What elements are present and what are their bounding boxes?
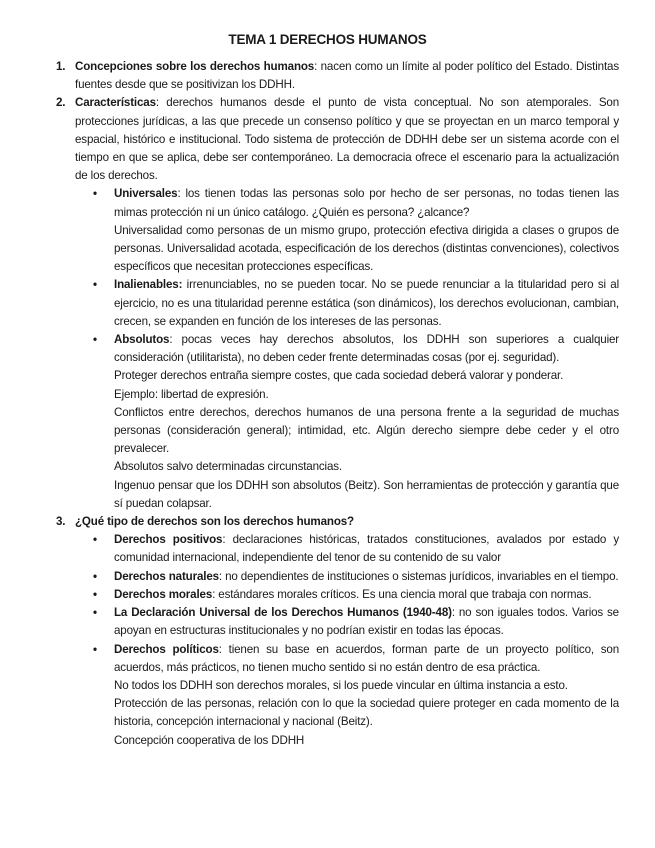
bullet-icon: • (93, 569, 97, 583)
bullet-heading: Universales (114, 187, 178, 201)
bullet-derechos-morales (56, 586, 619, 604)
bullet-text: : no son iguales todos. Varios se apoyan en estructuras institucionales y no podrían existir en todas las épocas. (114, 606, 619, 638)
bullet-icon: • (93, 333, 97, 347)
section-number: 3. (56, 515, 66, 529)
bullet-heading: Derechos morales (114, 587, 213, 601)
bullet-text: : no dependientes de instituciones o sistemas jurídicos, invariables en el tiempo. (218, 569, 619, 583)
bullet-heading: Derechos políticos (114, 642, 219, 656)
bullet-paragraph: Universalidad como personas de un mismo grupo, protección efectiva dirigida a clases o grupos de personas. Universalidad acotada, especificación de los derechos (distintas convenciones), colectivos específicos que necesitan protecciones específicas. (114, 223, 619, 274)
bullet-declaracion-universal (56, 604, 619, 640)
bullet-derechos-naturales (56, 568, 619, 586)
section-text: : nacen como un límite al poder político del Estado. Distintas fuentes desde que se positivizan los DDHH. (75, 60, 619, 92)
bullet-heading: Absolutos (114, 333, 170, 347)
bullet-text: : declaraciones históricas, tratados constituciones, avalados por estado y comunidad internacional, independiente del tenor de su contenido de su valor (114, 533, 619, 565)
document-body (56, 58, 619, 750)
bullet-paragraph: Absolutos salvo determinadas circunstancias. (114, 460, 342, 474)
bullet-paragraph: Proteger derechos entraña siempre costes, que cada sociedad deberá valorar y ponderar. (114, 369, 564, 383)
bullet-icon: • (93, 187, 97, 201)
section-heading: Características (75, 96, 156, 110)
bullet-text: : tienen su base en acuerdos, forman parte de un proyecto político, son acuerdos, más prácticos, no tienen mucho sentido si no están dentro de esa práctica. (114, 642, 619, 674)
bullet-text: : estándares morales críticos. Es una ciencia moral que trabaja con normas. (212, 587, 592, 601)
bullet-icon: • (93, 587, 97, 601)
bullet-paragraph: Conflictos entre derechos, derechos humanos de una persona frente a la seguridad de muchas personas (consideración general); intimidad, etc. Algún derecho siempre debe ceder y el otro prevalecer. (114, 405, 619, 456)
section-text: : derechos humanos desde el punto de vista conceptual. No son atemporales. Son protecciones jurídicas, a las que precede un consenso político y que se proyectan en un marco temporal y espacial, histórico e institucional. Todo sistema de protección de DDHH debe ser un sistema acorde con el tiempo en que se aplica, debe ser contemporáneo. La democracia ofrece el escenario para la actualización de los derechos. (75, 96, 619, 183)
bullet-paragraph: Protección de las personas, relación con lo que la sociedad quiere proteger en cada momento de la historia, concepción internacional y nacional (Beitz). (114, 697, 619, 729)
bullet-derechos-positivos (56, 531, 619, 567)
bullet-text: : los tienen todas las personas solo por hecho de ser personas, no todas tienen las mimas protección ni un único catálogo. ¿Quién es persona? ¿alcance? (114, 187, 619, 219)
bullet-icon: • (93, 533, 97, 547)
bullet-absolutos (56, 331, 619, 513)
bullet-paragraph: Concepción cooperativa de los DDHH (114, 733, 305, 747)
bullet-heading: Derechos naturales (114, 569, 219, 583)
section-1 (56, 58, 619, 94)
bullet-icon: • (93, 606, 97, 620)
bullet-heading: La Declaración Universal de los Derechos Humanos (1940-48) (114, 606, 452, 620)
section-number: 1. (56, 60, 66, 73)
bullet-text: irrenunciables, no se pueden tocar. No se puede renunciar a la titularidad pero si al ejercicio, no es una titularidad perenne estática (son dinámicos), los derechos evolucionan, cambian, crecen, se expanden en función de los intereses de las personas. (114, 278, 619, 328)
bullet-paragraph: Ejemplo: libertad de expresión. (114, 387, 269, 401)
bullet-heading: Inalienables: (114, 278, 183, 292)
section-heading: ¿Qué tipo de derechos son los derechos humanos? (75, 515, 354, 529)
bullet-heading: Derechos positivos (114, 533, 223, 547)
section-number: 2. (56, 96, 66, 110)
bullet-universales (56, 185, 619, 276)
bullet-text: : pocas veces hay derechos absolutos, los DDHH son superiores a cualquier consideración (utilitarista), no deben ceder frente determinadas cosas (por ej. seguridad). (114, 333, 619, 365)
document-title: TEMA 1 DERECHOS HUMANOS (228, 32, 427, 47)
bullet-inalienables (56, 276, 619, 331)
section-2 (56, 94, 619, 185)
bullet-paragraph: No todos los DDHH son derechos morales, si los puede vincular en última instancia a esto. (114, 678, 568, 692)
bullet-icon: • (93, 278, 97, 292)
section-heading: Concepciones sobre los derechos humanos (75, 60, 315, 73)
bullet-derechos-politicos (56, 641, 619, 750)
bullet-icon: • (93, 642, 97, 656)
section-3 (56, 513, 619, 531)
bullet-paragraph: Ingenuo pensar que los DDHH son absolutos (Beitz). Son herramientas de protección y garantía que sí puedan colapsar. (114, 478, 619, 510)
